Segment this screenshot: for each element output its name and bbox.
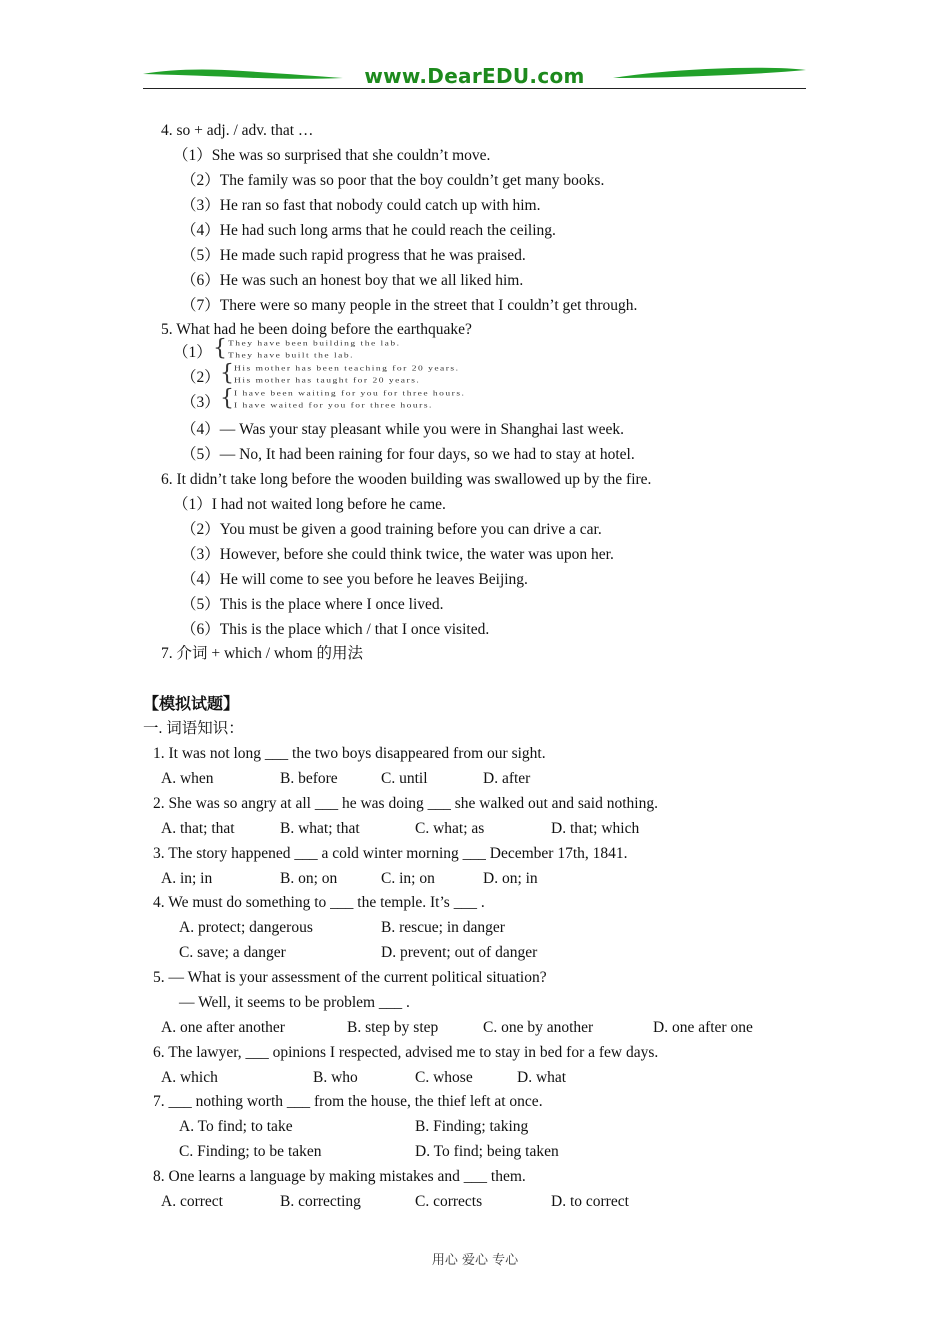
answer-option: C. corrects xyxy=(415,1193,483,1210)
answer-option: B. on; on xyxy=(280,870,338,887)
list-item: （1）I had not waited long before he came. xyxy=(173,496,446,513)
answer-option: D. To find; being taken xyxy=(415,1143,559,1160)
quiz-part-title: 一. 词语知识： xyxy=(143,720,244,737)
answer-option: B. who xyxy=(313,1069,358,1086)
pair-sentence-b: I have waited for you for three hours. xyxy=(234,402,433,410)
answer-option: D. prevent; out of danger xyxy=(381,944,538,961)
pair-sentence-a: His mother has been teaching for 20 years. xyxy=(234,365,460,373)
section-7-title: 7. 介词 + which / whom 的用法 xyxy=(161,645,364,662)
pair-number: （2） xyxy=(181,369,220,386)
answer-option: A. correct xyxy=(161,1193,223,1210)
answer-option: C. until xyxy=(381,770,428,787)
list-item: （5）This is the place where I once lived. xyxy=(181,596,444,613)
answer-option: C. in; on xyxy=(381,870,435,887)
list-item: （3）He ran so fast that nobody could catch up with him. xyxy=(181,197,541,214)
question-text: 6. The lawyer, ___ opinions I respected, advised me to stay in bed for a few days. xyxy=(153,1044,659,1061)
section-5-title: 5. What had he been doing before the earthquake? xyxy=(161,321,472,338)
answer-option: B. what; that xyxy=(280,820,360,837)
question-text: 4. We must do something to ___ the temple. It’s ___ . xyxy=(153,894,485,911)
answer-option: A. which xyxy=(161,1069,218,1086)
pair-number: （1） xyxy=(173,344,212,361)
page-footer: 用心 爱心 专心 xyxy=(431,1253,519,1268)
answer-option: D. one after one xyxy=(653,1019,753,1036)
answer-option: D. that; which xyxy=(551,820,640,837)
answer-option: C. whose xyxy=(415,1069,473,1086)
list-item: （6）He was such an honest boy that we all liked him. xyxy=(181,272,524,289)
answer-option: B. before xyxy=(280,770,338,787)
question-text: 3. The story happened ___ a cold winter morning ___ December 17th, 1841. xyxy=(153,845,628,862)
answer-option: C. what; as xyxy=(415,820,485,837)
answer-option: D. on; in xyxy=(483,870,538,887)
section-4-title: 4. so + adj. / adv. that … xyxy=(161,122,314,139)
list-item: （4）— Was your stay pleasant while you were in Shanghai last week. xyxy=(181,421,624,438)
answer-option: A. To find; to take xyxy=(179,1118,293,1135)
header-divider xyxy=(143,88,806,89)
question-text: 1. It was not long ___ the two boys disappeared from our sight. xyxy=(153,745,546,762)
brace-icon: { xyxy=(220,386,234,411)
answer-option: D. to correct xyxy=(551,1193,629,1210)
answer-option: C. save; a danger xyxy=(179,944,286,961)
list-item: （5）— No, It had been raining for four days, so we had to stay at hotel. xyxy=(181,446,635,463)
site-logo-text: www.DearEDU.com xyxy=(364,64,585,88)
answer-option: B. correcting xyxy=(280,1193,361,1210)
answer-option: A. one after another xyxy=(161,1019,285,1036)
section-6-title: 6. It didn’t take long before the wooden building was swallowed up by the fire. xyxy=(161,471,652,488)
pair-sentence-b: They have built the lab. xyxy=(228,352,354,360)
list-item: （7）There were so many people in the street that I couldn’t get through. xyxy=(181,297,638,314)
answer-option: D. after xyxy=(483,770,531,787)
list-item: （2）You must be given a good training before you can drive a car. xyxy=(181,521,602,538)
list-item: （3）However, before she could think twice, the water was upon her. xyxy=(181,546,614,563)
pair-sentence-b: His mother has taught for 20 years. xyxy=(234,377,421,385)
question-text: 2. She was so angry at all ___ he was doing ___ she walked out and said nothing. xyxy=(153,795,658,812)
pair-number: （3） xyxy=(181,394,220,411)
answer-option: A. in; in xyxy=(161,870,213,887)
list-item: （5）He made such rapid progress that he was praised. xyxy=(181,247,526,264)
answer-option: C. Finding; to be taken xyxy=(179,1143,322,1160)
brace-icon: { xyxy=(220,361,234,386)
answer-option: A. that; that xyxy=(161,820,235,837)
pair-sentence-a: I have been waiting for you for three hours. xyxy=(234,390,466,398)
question-text: 7. ___ nothing worth ___ from the house, the thief left at once. xyxy=(153,1093,543,1110)
answer-option: B. rescue; in danger xyxy=(381,919,505,936)
answer-option: C. one by another xyxy=(483,1019,594,1036)
answer-option: A. when xyxy=(161,770,214,787)
question-text: 5. — What is your assessment of the current political situation? xyxy=(153,969,547,986)
quiz-heading: 【模拟试题】 xyxy=(143,694,240,713)
answer-option: D. what xyxy=(517,1069,567,1086)
list-item: （2）The family was so poor that the boy couldn’t get many books. xyxy=(181,172,605,189)
answer-option: B. step by step xyxy=(347,1019,439,1036)
list-item: （4）He had such long arms that he could reach the ceiling. xyxy=(181,222,556,239)
answer-option: B. Finding; taking xyxy=(415,1118,529,1135)
list-item: （6）This is the place which / that I once visited. xyxy=(181,621,490,638)
list-item: （4）He will come to see you before he leaves Beijing. xyxy=(181,571,528,588)
brace-icon: { xyxy=(213,336,227,361)
answer-option: A. protect; dangerous xyxy=(179,919,313,936)
question-text-reply: — Well, it seems to be problem ___ . xyxy=(179,994,410,1011)
list-item: （1）She was so surprised that she couldn’t move. xyxy=(173,147,491,164)
page-header xyxy=(143,62,806,92)
pair-sentence-a: They have been building the lab. xyxy=(228,340,401,348)
question-text: 8. One learns a language by making mistakes and ___ them. xyxy=(153,1168,526,1185)
